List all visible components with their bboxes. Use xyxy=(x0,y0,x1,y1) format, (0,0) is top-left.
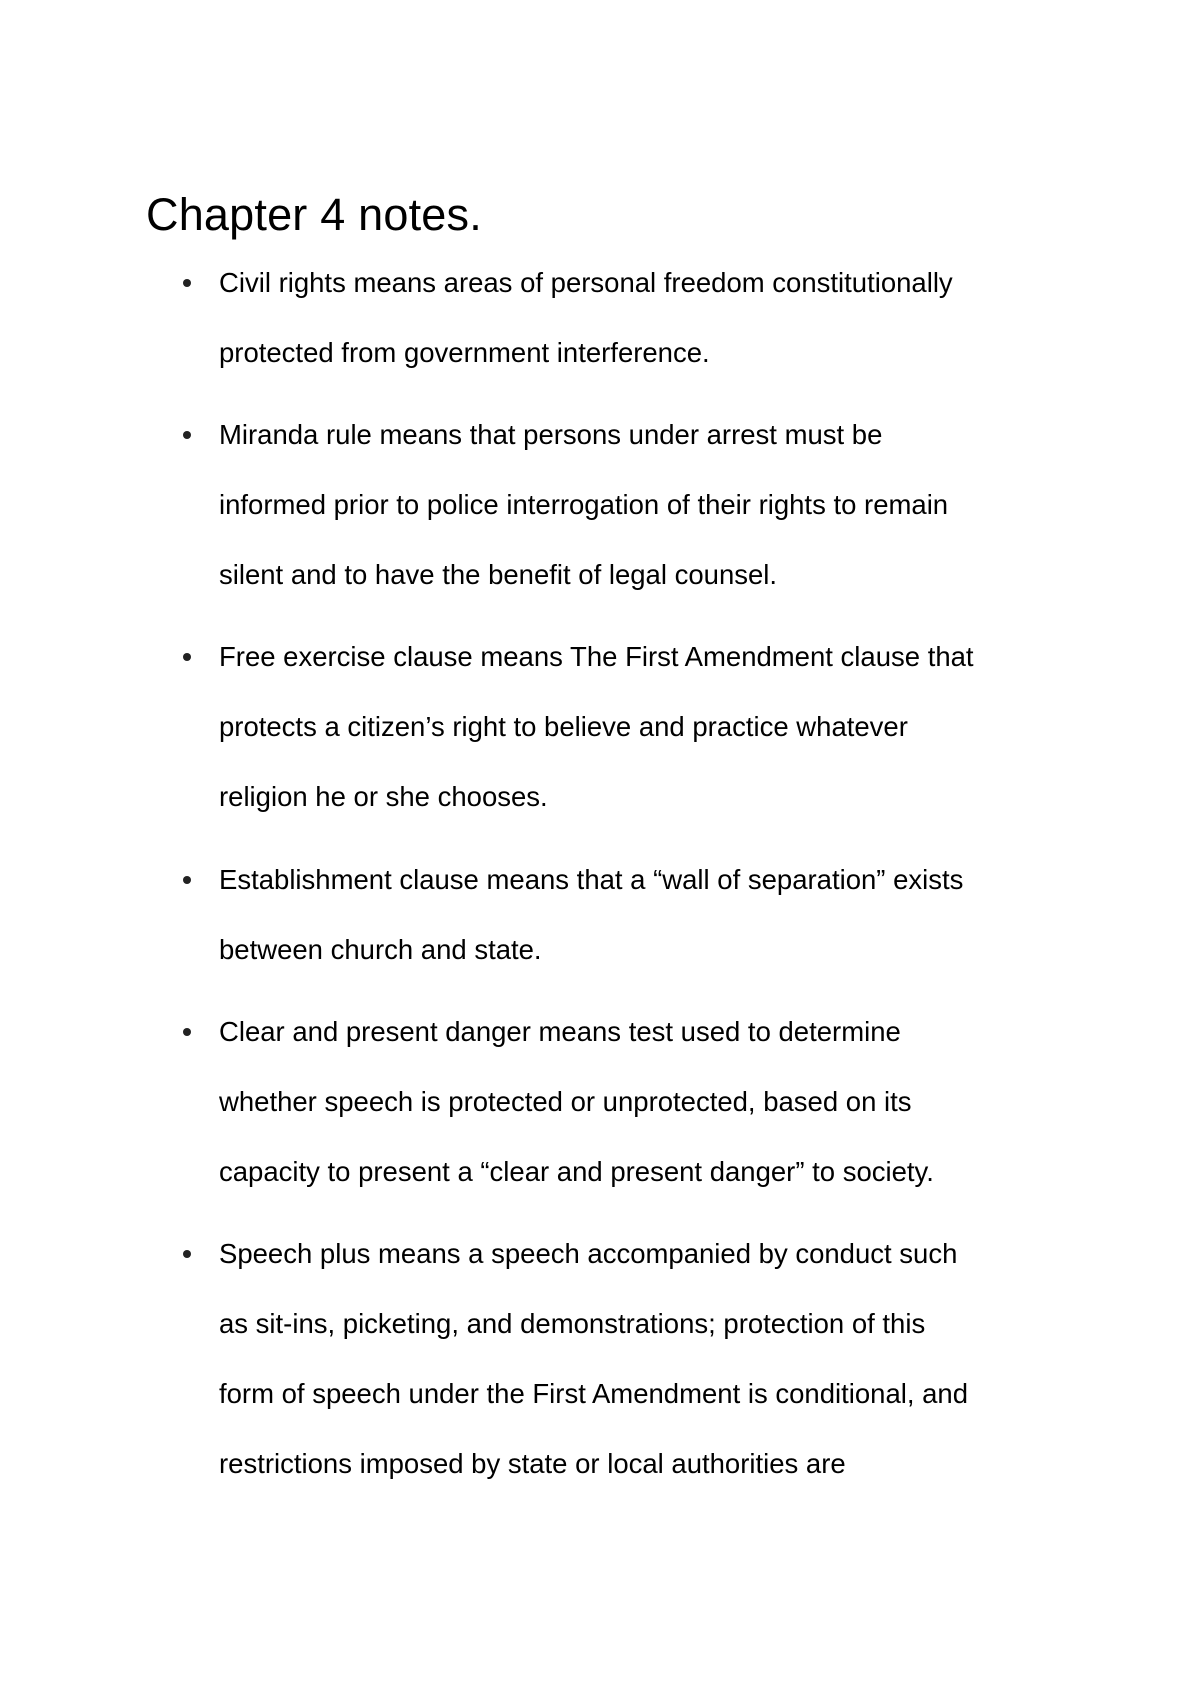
bullet-icon xyxy=(183,431,191,439)
note-line: as sit-ins, picketing, and demonstrations; protection of this xyxy=(219,1308,926,1339)
bullet-icon xyxy=(183,1250,191,1258)
note-line: Establishment clause means that a “wall of separation” exists xyxy=(219,864,964,895)
note-line: Civil rights means areas of personal freedom constitutionally xyxy=(219,267,953,298)
bullet-icon xyxy=(183,876,191,884)
note-line: whether speech is protected or unprotected, based on its xyxy=(219,1086,912,1117)
note-line: capacity to present a “clear and present danger” to society. xyxy=(219,1156,934,1187)
note-line: protected from government interference. xyxy=(219,337,710,368)
note-line: restrictions imposed by state or local authorities are xyxy=(219,1448,846,1479)
note-line: informed prior to police interrogation of their rights to remain xyxy=(219,489,949,520)
note-line: between church and state. xyxy=(219,934,542,965)
note-line: Miranda rule means that persons under arrest must be xyxy=(219,419,883,450)
page-title: Chapter 4 notes. xyxy=(146,189,482,240)
note-line: Free exercise clause means The First Amendment clause that xyxy=(219,641,974,672)
note-line: Clear and present danger means test used to determine xyxy=(219,1016,901,1047)
bullet-icon xyxy=(183,653,191,661)
note-line: silent and to have the benefit of legal counsel. xyxy=(219,559,778,590)
bullet-icon xyxy=(183,1028,191,1036)
note-line: protects a citizen’s right to believe and practice whatever xyxy=(219,711,908,742)
note-line: form of speech under the First Amendment is conditional, and xyxy=(219,1378,969,1409)
bullet-icon xyxy=(183,279,191,287)
note-line: Speech plus means a speech accompanied by conduct such xyxy=(219,1238,958,1269)
note-line: religion he or she chooses. xyxy=(219,781,548,812)
